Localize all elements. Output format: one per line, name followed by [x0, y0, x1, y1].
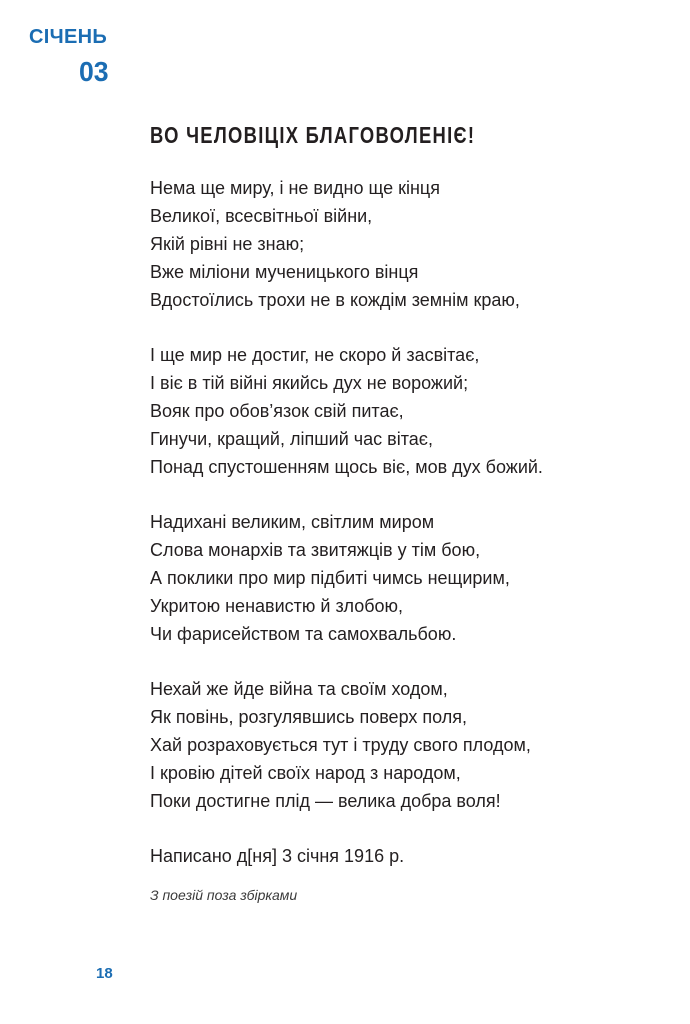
poem-line: Нехай же йде війна та своїм ходом,: [150, 679, 448, 699]
poem-line: І кровію дітей своїх народ з народом,: [150, 763, 461, 783]
poem-line: Понад спустошенням щось віє, мов дух божий.: [150, 457, 543, 477]
stanza-2: [150, 341, 680, 481]
poem-line: Вояк про обов’язок свій питає,: [150, 401, 404, 421]
poem-line: Великої, всесвітньої війни,: [150, 206, 373, 226]
poem-line: Якій рівні не знаю;: [150, 234, 305, 254]
poem-line: Укритою ненавистю й злобою,: [150, 596, 404, 616]
page-number: 18: [96, 965, 113, 982]
poem-line: Поки достигне плід — велика добра воля!: [150, 791, 501, 811]
poem-title: ВО ЧЕЛОВІЦІХ БЛАГОВОЛЕНІЄ!: [150, 122, 476, 148]
poem-line: Гинучи, кращий, ліпший час вітає,: [150, 429, 433, 449]
month-label: СІЧЕНЬ: [29, 26, 108, 48]
poem-line: Чи фарисейством та самохвальбою.: [150, 624, 457, 644]
poem-line: Вдостоїлись трохи не в кождім земнім краю,: [150, 290, 520, 310]
stanza-4: [150, 675, 680, 815]
poem-line: Як повінь, розгулявшись поверх поля,: [150, 707, 467, 727]
stanza-1: [150, 174, 680, 314]
poem-line: І віє в тій війні якийсь дух не ворожий;: [150, 373, 469, 393]
poem-body: [150, 174, 680, 904]
poem-line: Слова монархів та звитяжців у тім бою,: [150, 540, 481, 560]
stanza-3: [150, 508, 680, 648]
poem-line: А поклики про мир підбиті чимсь нещирим,: [150, 568, 510, 588]
poem-line: Вже міліони мученицького вінця: [150, 262, 419, 282]
date-note: Написано д[ня] 3 січня 1916 р.: [150, 846, 405, 866]
poem-line: І ще мир не достиг, не скоро й засвітає,: [150, 345, 480, 365]
day-number: 03: [79, 56, 109, 87]
source-note: З поезій поза збірками: [150, 887, 298, 903]
poem-line: Надихані великим, світлим миром: [150, 512, 435, 532]
poem-line: Хай розраховується тут і труду свого плодом,: [150, 735, 531, 755]
poem-line: Нема ще миру, і не видно ще кінця: [150, 178, 440, 198]
